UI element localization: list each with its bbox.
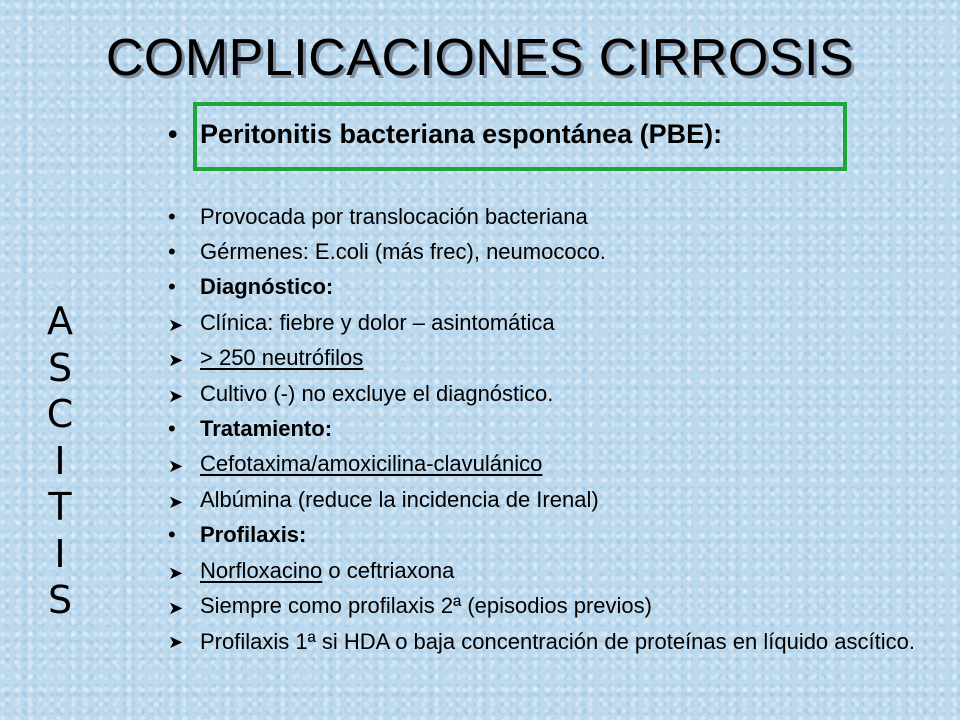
list-item: [168, 451, 542, 479]
arrow-bullet-icon: [168, 593, 200, 621]
side-letter: I: [54, 531, 66, 576]
list-item-text: Clínica: fiebre y dolor – asintomática: [200, 310, 555, 335]
arrow-bullet-icon: [168, 558, 200, 586]
list-item-text: Tratamiento:: [200, 416, 333, 441]
section-heading-text: Peritonitis bacteriana espontánea (PBE):: [200, 119, 723, 149]
side-letter: A: [47, 299, 73, 343]
list-item: [168, 593, 652, 621]
arrow-bullet-icon: [168, 487, 200, 515]
side-letter: T: [48, 485, 72, 529]
list-item: [168, 487, 599, 515]
list-item: [168, 558, 454, 586]
arrow-bullet-icon: [168, 310, 200, 338]
side-letter: I: [54, 438, 66, 483]
side-letter: C: [46, 392, 74, 436]
list-item: [168, 204, 588, 230]
bullet-icon: [168, 522, 200, 548]
list-item-text: Cultivo (-) no excluye el diagnóstico.: [200, 381, 554, 406]
side-letter: S: [47, 345, 73, 390]
list-item: [168, 416, 332, 442]
list-item: [168, 627, 940, 656]
list-item: [168, 522, 306, 548]
list-item: [168, 345, 363, 373]
list-item-text: Diagnóstico:: [200, 274, 334, 299]
arrow-bullet-icon: [168, 451, 200, 479]
arrow-bullet-icon: [168, 381, 200, 409]
side-vertical-word: [40, 298, 80, 624]
bullet-icon: [168, 239, 200, 265]
list-item-text: Cefotaxima/amoxicilina-clavulánico: [200, 451, 543, 476]
side-letter: S: [47, 578, 73, 622]
list-item-text: > 250 neutrófilos: [200, 345, 364, 370]
list-item: [168, 381, 553, 409]
list-item-text: Profilaxis 1ª si HDA o baja concentración de proteínas en líquido ascítico.: [200, 629, 915, 654]
arrow-bullet-icon: [168, 627, 200, 655]
section-heading: [168, 119, 722, 150]
list-item-text: Albúmina (reduce la incidencia de Irenal): [200, 487, 599, 512]
bullet-icon: [168, 416, 200, 442]
list-item: [168, 239, 606, 265]
bullet-icon: [168, 119, 200, 150]
list-item-text: Profilaxis:: [200, 522, 307, 547]
list-item: [168, 310, 555, 338]
list-item-text: [200, 558, 454, 584]
list-item-text: Siempre como profilaxis 2ª (episodios previos): [200, 593, 652, 618]
bullet-icon: [168, 204, 200, 230]
slide-title: COMPLICACIONES CIRROSIS: [105, 29, 855, 87]
arrow-bullet-icon: [168, 345, 200, 373]
list-item-text: Provocada por translocación bacteriana: [200, 204, 588, 229]
bullet-icon: [168, 274, 200, 300]
list-item: [168, 274, 333, 300]
list-item-text: Gérmenes: E.coli (más frec), neumococo.: [200, 239, 606, 264]
drug-name-suffix: o ceftriaxona: [322, 558, 455, 583]
drug-name-underlined: Norfloxacino: [200, 558, 323, 583]
